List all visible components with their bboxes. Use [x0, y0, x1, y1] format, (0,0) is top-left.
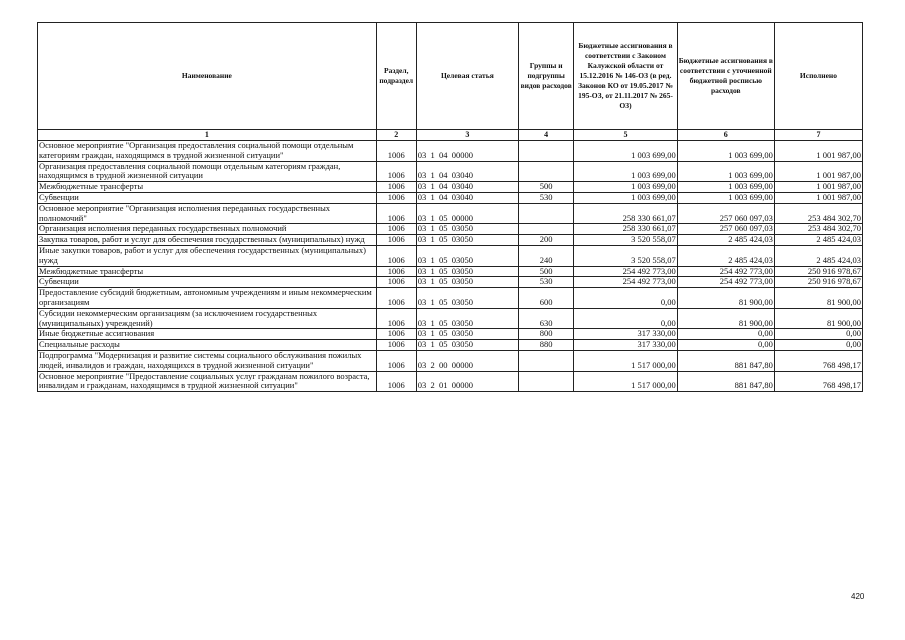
row-law-amount: 1 003 699,00 — [574, 182, 677, 193]
row-target-article: 03 1 05 03050 — [416, 235, 518, 246]
row-name: Субвенции — [38, 277, 377, 288]
table-row — [38, 224, 863, 235]
row-target-article: 03 1 04 03040 — [416, 161, 518, 182]
header-plan-allocations: Бюджетные ассигнования в соответствии с уточненной бюджетной росписью расходов — [677, 23, 774, 130]
row-executed-amount: 250 916 978,67 — [774, 266, 862, 277]
table-row — [38, 329, 863, 340]
row-name: Закупка товаров, работ и услуг для обеспечения государственных (муниципальных) нужд — [38, 235, 377, 246]
column-number: 3 — [416, 130, 518, 141]
row-target-article: 03 1 04 03040 — [416, 192, 518, 203]
column-number: 6 — [677, 130, 774, 141]
row-section: 1006 — [376, 203, 416, 224]
row-expense-group: 500 — [519, 266, 574, 277]
table-row — [38, 203, 863, 224]
row-law-amount: 3 520 558,07 — [574, 245, 677, 266]
row-plan-amount: 1 003 699,00 — [677, 192, 774, 203]
row-plan-amount: 881 847,80 — [677, 371, 774, 392]
row-name: Иные бюджетные ассигнования — [38, 329, 377, 340]
row-executed-amount: 250 916 978,67 — [774, 277, 862, 288]
column-number: 7 — [774, 130, 862, 141]
row-law-amount: 258 330 661,07 — [574, 224, 677, 235]
row-expense-group: 800 — [519, 329, 574, 340]
header-section: Раздел, подраздел — [376, 23, 416, 130]
row-executed-amount: 2 485 424,03 — [774, 235, 862, 246]
row-expense-group: 530 — [519, 277, 574, 288]
row-expense-group — [519, 203, 574, 224]
row-target-article: 03 1 05 03050 — [416, 245, 518, 266]
row-executed-amount: 81 900,00 — [774, 308, 862, 329]
column-number: 2 — [376, 130, 416, 141]
row-executed-amount: 0,00 — [774, 329, 862, 340]
table-row — [38, 182, 863, 193]
row-name: Субвенции — [38, 192, 377, 203]
table-row — [38, 308, 863, 329]
row-name: Организация исполнения переданных государственных полномочий — [38, 224, 377, 235]
row-law-amount: 1 003 699,00 — [574, 192, 677, 203]
row-law-amount: 317 330,00 — [574, 340, 677, 351]
row-section: 1006 — [376, 141, 416, 162]
header-name: Наименование — [38, 23, 377, 130]
table-body — [38, 141, 863, 392]
row-section: 1006 — [376, 288, 416, 309]
row-target-article: 03 1 05 03050 — [416, 224, 518, 235]
row-law-amount: 0,00 — [574, 308, 677, 329]
row-target-article: 03 1 05 03050 — [416, 329, 518, 340]
row-section: 1006 — [376, 224, 416, 235]
row-plan-amount: 257 060 097,03 — [677, 203, 774, 224]
row-target-article: 03 2 01 00000 — [416, 371, 518, 392]
row-expense-group: 630 — [519, 308, 574, 329]
row-law-amount: 1 003 699,00 — [574, 141, 677, 162]
row-expense-group: 240 — [519, 245, 574, 266]
header-row — [38, 23, 863, 130]
row-expense-group: 880 — [519, 340, 574, 351]
row-executed-amount: 81 900,00 — [774, 288, 862, 309]
table-row — [38, 235, 863, 246]
table-row — [38, 161, 863, 182]
row-section: 1006 — [376, 308, 416, 329]
row-plan-amount: 1 003 699,00 — [677, 161, 774, 182]
table-row — [38, 266, 863, 277]
row-plan-amount: 0,00 — [677, 340, 774, 351]
table-row — [38, 277, 863, 288]
row-plan-amount: 2 485 424,03 — [677, 245, 774, 266]
row-law-amount: 0,00 — [574, 288, 677, 309]
row-section: 1006 — [376, 245, 416, 266]
row-law-amount: 258 330 661,07 — [574, 203, 677, 224]
row-executed-amount: 2 485 424,03 — [774, 245, 862, 266]
row-law-amount: 254 492 773,00 — [574, 277, 677, 288]
row-expense-group: 530 — [519, 192, 574, 203]
header-target: Целевая статья — [416, 23, 518, 130]
table-row — [38, 141, 863, 162]
column-number: 4 — [519, 130, 574, 141]
row-executed-amount: 253 484 302,70 — [774, 224, 862, 235]
row-name: Межбюджетные трансферты — [38, 266, 377, 277]
row-name: Субсидии некоммерческим организациям (за исключением государственных (муниципальных) учреждений) — [38, 308, 377, 329]
row-executed-amount: 768 498,17 — [774, 350, 862, 371]
row-executed-amount: 1 001 987,00 — [774, 161, 862, 182]
row-executed-amount: 1 001 987,00 — [774, 192, 862, 203]
row-target-article: 03 1 05 00000 — [416, 203, 518, 224]
row-law-amount: 317 330,00 — [574, 329, 677, 340]
row-plan-amount: 254 492 773,00 — [677, 266, 774, 277]
row-expense-group — [519, 224, 574, 235]
row-target-article: 03 2 00 00000 — [416, 350, 518, 371]
row-law-amount: 254 492 773,00 — [574, 266, 677, 277]
row-name: Основное мероприятие "Организация предоставления социальной помощи отдельным категориям граждан, находящимся в трудной жизненной ситуации" — [38, 141, 377, 162]
row-expense-group — [519, 350, 574, 371]
table-row — [38, 192, 863, 203]
row-executed-amount: 768 498,17 — [774, 371, 862, 392]
row-section: 1006 — [376, 192, 416, 203]
row-plan-amount: 81 900,00 — [677, 288, 774, 309]
row-expense-group: 600 — [519, 288, 574, 309]
row-executed-amount: 0,00 — [774, 340, 862, 351]
row-name: Организация предоставления социальной помощи отдельным категориям граждан, находящимся в трудной жизненной ситуации — [38, 161, 377, 182]
row-target-article: 03 1 05 03050 — [416, 340, 518, 351]
table-row — [38, 288, 863, 309]
column-number: 5 — [574, 130, 677, 141]
row-executed-amount: 1 001 987,00 — [774, 141, 862, 162]
table-row — [38, 371, 863, 392]
row-name: Иные закупки товаров, работ и услуг для обеспечения государственных (муниципальных) нужд — [38, 245, 377, 266]
column-number-row — [38, 130, 863, 141]
row-executed-amount: 1 001 987,00 — [774, 182, 862, 193]
row-expense-group: 200 — [519, 235, 574, 246]
header-group: Группы и подгруппы видов расходов — [519, 23, 574, 130]
row-target-article: 03 1 04 03040 — [416, 182, 518, 193]
row-law-amount: 1 517 000,00 — [574, 350, 677, 371]
row-plan-amount: 2 485 424,03 — [677, 235, 774, 246]
column-number: 1 — [38, 130, 377, 141]
row-plan-amount: 0,00 — [677, 329, 774, 340]
row-expense-group — [519, 161, 574, 182]
row-plan-amount: 81 900,00 — [677, 308, 774, 329]
row-law-amount: 1 003 699,00 — [574, 161, 677, 182]
row-section: 1006 — [376, 235, 416, 246]
row-section: 1006 — [376, 277, 416, 288]
row-section: 1006 — [376, 329, 416, 340]
row-name: Предоставление субсидий бюджетным, автономным учреждениям и иным некоммерческим организациям — [38, 288, 377, 309]
budget-table — [37, 22, 863, 392]
row-plan-amount: 254 492 773,00 — [677, 277, 774, 288]
header-law-allocations: Бюджетные ассигнования в соответствии с Законом Калужской области от 15.12.2016 № 146-ОЗ (в ред. Законов КО от 19.05.2017 № 195-ОЗ, от 21.11.2017 № 265-ОЗ) — [574, 23, 677, 130]
row-executed-amount: 253 484 302,70 — [774, 203, 862, 224]
row-section: 1006 — [376, 340, 416, 351]
table-row — [38, 350, 863, 371]
row-law-amount: 1 517 000,00 — [574, 371, 677, 392]
row-name: Подпрограмма "Модернизация и развитие системы социального обслуживания пожилых людей, инвалидов и граждан, находящихся в трудной жизненной ситуации" — [38, 350, 377, 371]
row-expense-group — [519, 141, 574, 162]
row-target-article: 03 1 05 03050 — [416, 266, 518, 277]
table-row — [38, 245, 863, 266]
row-section: 1006 — [376, 266, 416, 277]
row-plan-amount: 1 003 699,00 — [677, 182, 774, 193]
row-section: 1006 — [376, 371, 416, 392]
row-target-article: 03 1 04 00000 — [416, 141, 518, 162]
row-name: Специальные расходы — [38, 340, 377, 351]
row-target-article: 03 1 05 03050 — [416, 308, 518, 329]
row-target-article: 03 1 05 03050 — [416, 288, 518, 309]
row-section: 1006 — [376, 350, 416, 371]
table-row — [38, 340, 863, 351]
row-plan-amount: 1 003 699,00 — [677, 141, 774, 162]
row-law-amount: 3 520 558,07 — [574, 235, 677, 246]
row-plan-amount: 257 060 097,03 — [677, 224, 774, 235]
header-executed: Исполнено — [774, 23, 862, 130]
row-target-article: 03 1 05 03050 — [416, 277, 518, 288]
row-name: Основное мероприятие "Организация исполнения переданных государственных полномочий" — [38, 203, 377, 224]
row-name: Межбюджетные трансферты — [38, 182, 377, 193]
row-section: 1006 — [376, 182, 416, 193]
row-plan-amount: 881 847,80 — [677, 350, 774, 371]
page-number: 420 — [851, 592, 865, 601]
row-name: Основное мероприятие "Предоставление социальных услуг гражданам пожилого возраста, инвалидам и гражданам, находящимся в трудной жизненной ситуации" — [38, 371, 377, 392]
row-expense-group — [519, 371, 574, 392]
row-section: 1006 — [376, 161, 416, 182]
row-expense-group: 500 — [519, 182, 574, 193]
